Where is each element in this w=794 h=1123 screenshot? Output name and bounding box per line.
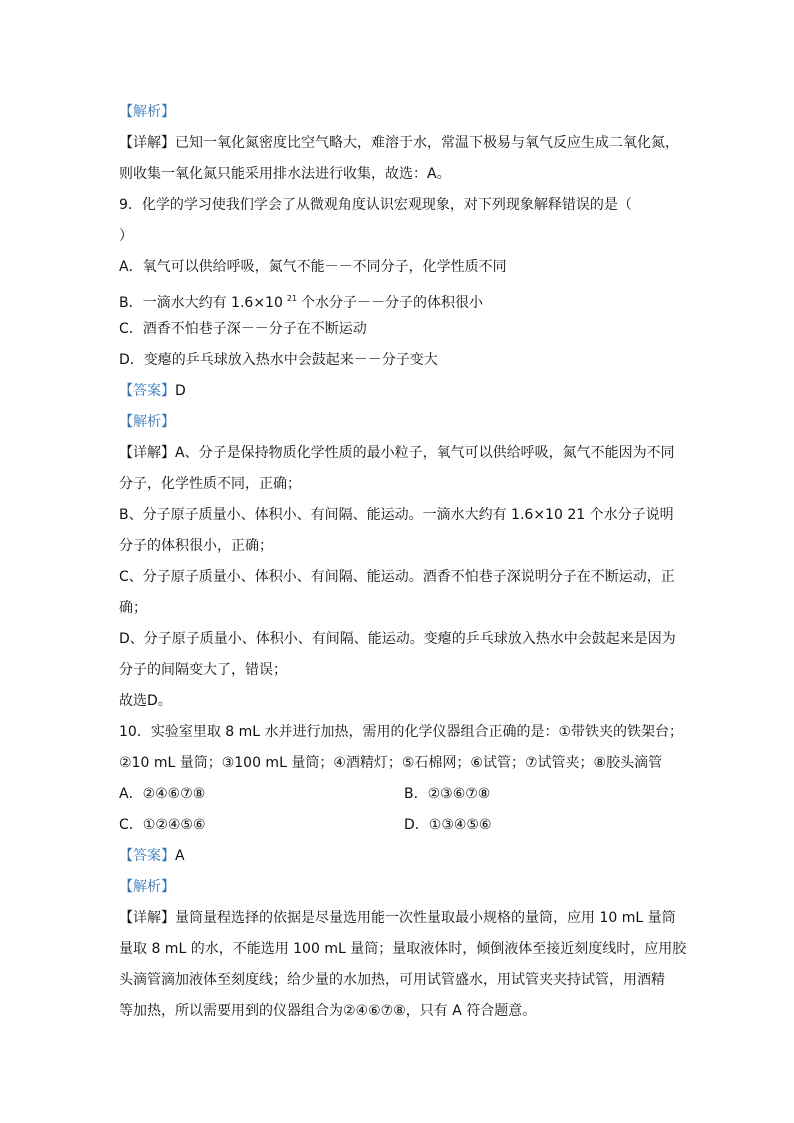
q10-option-c: C．①②④⑤⑥ xyxy=(119,817,206,833)
detail-text: 已知一氧化氮密度比空气略大，难溶于水，常温下极易与氧气反应生成二氧化氮， xyxy=(175,135,679,151)
q9-stem: 9．化学的学习使我们学会了从微观角度认识宏观现象，对下列现象解释错误的是（ xyxy=(119,197,632,213)
q10-option-d: D．①③④⑤⑥ xyxy=(404,817,492,833)
q9-option-a: A．氧气可以供给呼吸，氮气不能－－不同分子，化学性质不同 xyxy=(119,259,507,275)
q9-detail-line: 分子的间隔变大了，错误； xyxy=(119,662,287,678)
analysis-label: 【解析】 xyxy=(119,879,175,895)
q9-option-b xyxy=(119,283,689,314)
q8-detail-line: 则收集一氧化氮只能采用排水法进行收集，故选：A。 xyxy=(119,166,451,182)
q10-detail xyxy=(119,903,689,934)
q10-detail-line: 头滴管滴加液体至刻度线；给少量的水加热，可用试管盛水，用试管夹夹持试管，用酒精 xyxy=(119,972,665,988)
q10-options-row xyxy=(119,810,689,841)
detail-text: A、分子是保持物质化学性质的最小粒子，氧气可以供给呼吸，氮气不能因为不同 xyxy=(175,445,675,461)
answer-value: D xyxy=(175,383,186,399)
q10-option-b: B．②③⑥⑦⑧ xyxy=(404,786,491,802)
q9-detail-line: 确； xyxy=(119,600,147,616)
detail-label: 【详解】 xyxy=(119,910,175,926)
q9-option-d: D．变瘪的乒乓球放入热水中会鼓起来－－分子变大 xyxy=(119,352,438,368)
analysis-label: 【解析】 xyxy=(119,104,175,120)
q8-detail xyxy=(119,128,689,159)
q10-stem-cont: ②10 mL 量筒；③100 mL 量筒；④酒精灯；⑤石棉网；⑥试管；⑦试管夹；⑧胶头滴管 xyxy=(119,755,663,771)
detail-label: 【详解】 xyxy=(119,445,175,461)
detail-text: 量筒量程选择的依据是尽量选用能一次性量取最小规格的量筒，应用 10 mL 量筒 xyxy=(175,910,676,926)
q9-detail-line: D、分子原子质量小、体积小、有间隔、能运动。变瘪的乒乓球放入热水中会鼓起来是因为 xyxy=(119,631,676,647)
answer-label: 【答案】 xyxy=(119,848,175,864)
q9-answer xyxy=(119,376,689,407)
detail-label: 【详解】 xyxy=(119,135,175,151)
option-text: 个水分子－－分子的体积很小 xyxy=(301,295,484,311)
q9-detail-line: C、分子原子质量小、体积小、有间隔、能运动。酒香不怕巷子深说明分子在不断运动，正 xyxy=(119,569,675,585)
q9-detail-line: 分子的体积很小，正确； xyxy=(119,538,273,554)
q9-stem-cont: ） xyxy=(119,228,133,244)
superscript: 21 xyxy=(286,294,298,303)
option-text: B．一滴水大约有 1.6×10 xyxy=(119,295,283,311)
q9-option-c: C．酒香不怕巷子深－－分子在不断运动 xyxy=(119,321,367,337)
answer-value: A xyxy=(175,848,185,864)
q9-conclusion: 故选D。 xyxy=(119,693,172,709)
q10-options-row xyxy=(119,779,689,810)
q10-answer xyxy=(119,841,689,872)
q9-detail xyxy=(119,438,689,469)
document-page xyxy=(119,97,689,1027)
q10-option-a: A．②④⑥⑦⑧ xyxy=(119,786,206,802)
q9-detail-line: 分子，化学性质不同，正确； xyxy=(119,476,301,492)
q9-detail-line: B、分子原子质量小、体积小、有间隔、能运动。一滴水大约有 1.6×10 21 个水分子说明 xyxy=(119,507,674,523)
analysis-label: 【解析】 xyxy=(119,414,175,430)
q10-stem: 10．实验室里取 8 mL 水并进行加热，需用的化学仪器组合正确的是：①带铁夹的铁架台； xyxy=(119,724,684,740)
answer-label: 【答案】 xyxy=(119,383,175,399)
q10-detail-line: 等加热，所以需要用到的仪器组合为②④⑥⑦⑧，只有 A 符合题意。 xyxy=(119,1003,537,1019)
q10-detail-line: 量取 8 mL 的水，不能选用 100 mL 量筒；量取液体时，倾倒液体至接近刻度线时，应用胶 xyxy=(119,941,687,957)
